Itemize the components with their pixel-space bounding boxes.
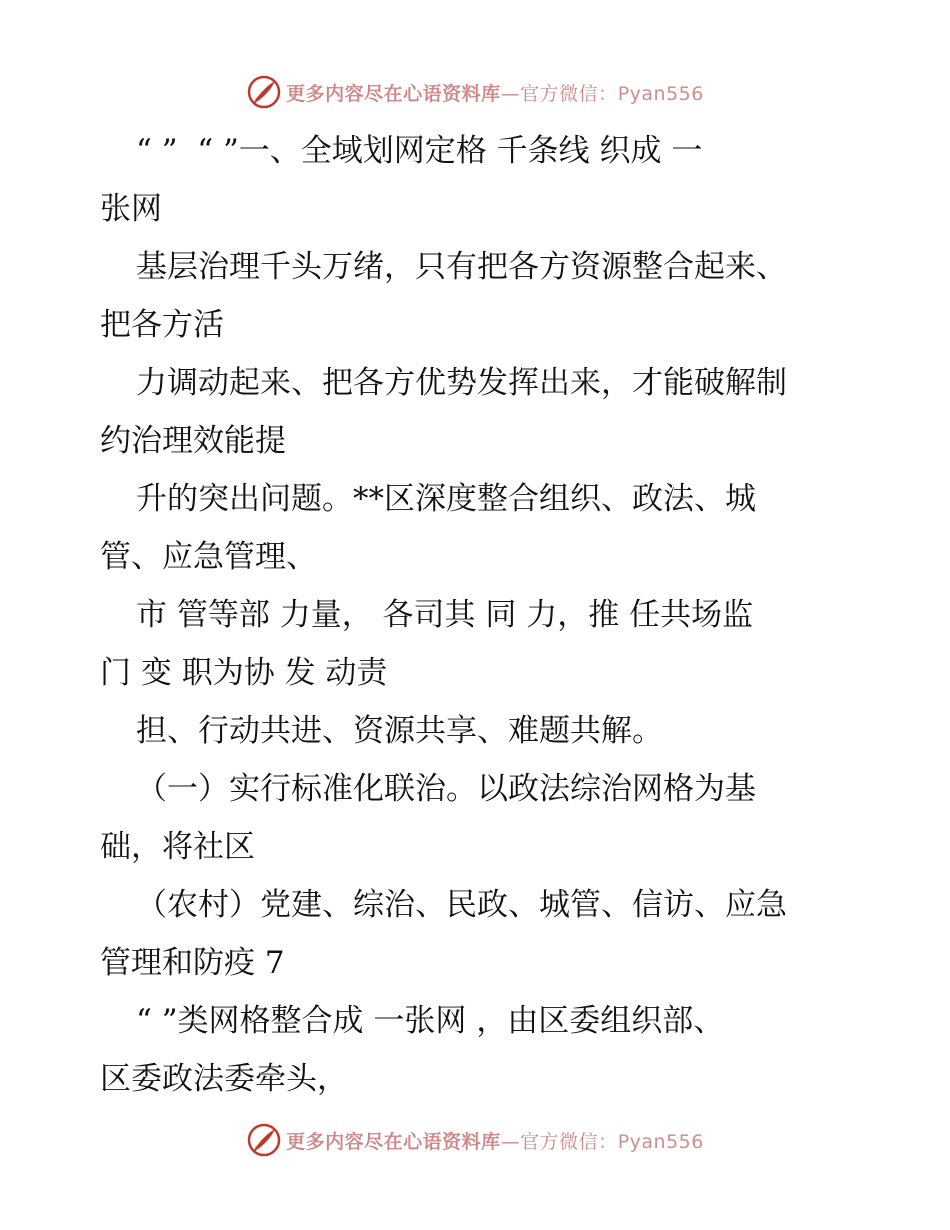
paragraph-line: 张网 [100,191,162,227]
paragraph-line: 约治理效能提 [100,423,286,459]
feather-pen-logo-icon [246,74,282,110]
watermark-brand: 更多内容尽在心语资料库 [286,82,501,105]
paragraph-line: 区委政法委牵头， [100,1061,348,1097]
paragraph-line: 管理和防疫 7 [100,945,285,981]
watermark-dash: — [500,1130,521,1153]
paragraph-line: 升的突出问题。**区深度整合组织、政法、城 [136,481,756,517]
paragraph-line: 市 管等部 力量， 各司其 同 力，推 任共场监 [136,597,754,633]
paragraph-line: 担、行动共进、资源共享、难题共解。 [136,713,663,749]
document-body [100,122,860,1108]
paragraph-line: 础，将社区 [100,829,255,865]
paragraph-line: 基层治理千头万绪，只有把各方资源整合起来、 [136,249,787,285]
paragraph-line: 力调动起来、把各方优势发挥出来，才能破解制 [136,365,787,401]
watermark-wechat-label: 官方微信： [520,1130,618,1153]
paragraph-line: 把各方活 [100,307,224,343]
paragraph-line: “ ” “ ”一、全域划网定格 千条线 织成 一 [136,133,703,169]
watermark-text [286,79,704,106]
watermark-wechat-label: 官方微信： [520,82,618,105]
watermark-account: Pyan556 [617,1130,704,1153]
paragraph-line: “ ”类网格整合成 一张网 ，由区委组织部、 [136,1003,725,1039]
paragraph-line: 管、应急管理、 [100,539,317,575]
watermark-brand: 更多内容尽在心语资料库 [286,1130,501,1153]
footer-watermark-banner [0,1120,950,1160]
header-watermark-banner [0,72,950,112]
feather-pen-logo-icon [246,1122,282,1158]
paragraph-line: 门 变 职为协 发 动责 [100,655,388,691]
watermark-account: Pyan556 [617,82,704,105]
paragraph-line: （一）实行标准化联治。以政法综治网格为基 [136,771,756,807]
paragraph-line: （农村）党建、综治、民政、城管、信访、应急 [136,887,787,923]
watermark-dash: — [500,82,521,105]
watermark-text [286,1127,704,1154]
